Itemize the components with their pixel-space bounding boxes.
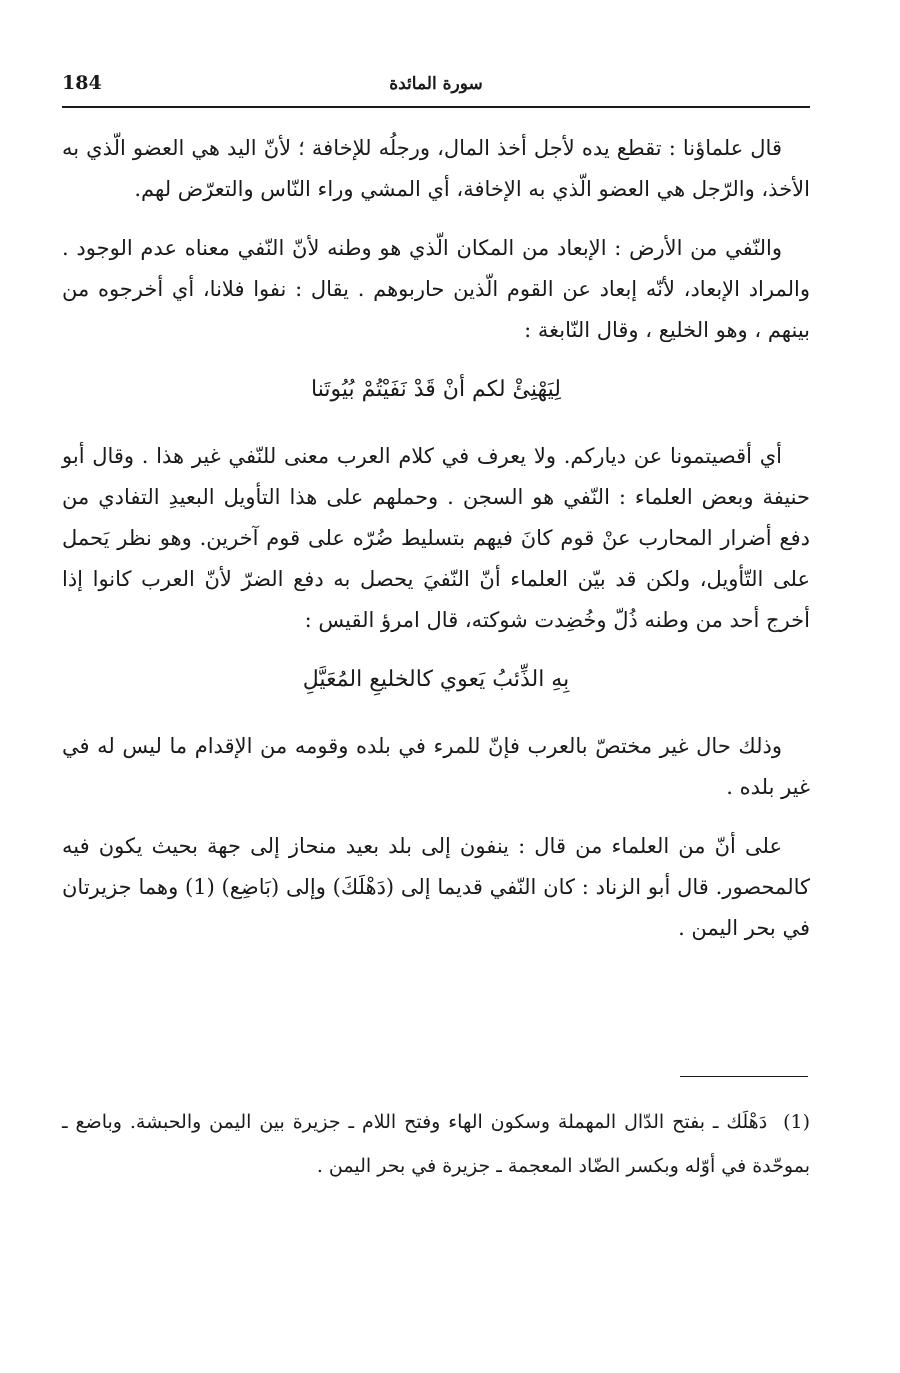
paragraph-1: قال علماؤنا : تقطع يده لأجل أخذ المال، ورجلُه للإخافة ؛ لأنّ اليد هي العضو الّذي به الأخذ، والرّجل هي العضو الّذي به الإخافة، أي المشي وراء النّاس والتعرّض لهم. xyxy=(62,136,810,201)
footnote-marker: (1) xyxy=(783,1111,810,1133)
poetry-verse-1: لِيَهْنِئْ لكم أنْ قَدْ نَفَيْتُمْ بُيُوتَنا xyxy=(310,377,561,402)
running-title: سورة المائدة xyxy=(389,74,483,94)
page-header xyxy=(62,72,810,106)
footnote-rule xyxy=(680,1076,808,1077)
poetry-verse-2: بِهِ الذِّئبُ يَعوي كالخليعِ المُعَيَّلِ xyxy=(302,667,570,692)
paragraph-2: والنّفي من الأرض : الإبعاد من المكان الّذي هو وطنه لأنّ النّفي معناه عدم الوجود . والمراد الإبعاد، لأنّه إبعاد عن القوم الّذين حاربوهم . يقال : نفوا فلانا، أي أخرجوه من بينهم ، وهو الخليع ، وقال النّابغة : xyxy=(62,236,810,342)
paragraph-4: وذلك حال غير مختصّ بالعرب فإنّ للمرء في بلده وقومه من الإقدام ما ليس له في غير بلده . xyxy=(62,734,810,799)
footnote xyxy=(62,1100,810,1188)
paragraph-3: أي أقصيتمونا عن دياركم. ولا يعرف في كلام العرب معنى للنّفي غير هذا . وقال أبو حنيفة وبعض العلماء : النّفي هو السجن . وحملهم على هذا التأويل البعيدِ التفادي من دفع أضرار المحارب عنْ قوم كانَ فيهم بتسليط ضُرّه على قوم آخرين. وهو نظر يَحمل على التّأويل، ولكن قد بيّن العلماء أنّ النّفيَ يحصل به دفع الضرّ لأنّ العرب كانوا إذا أخرج أحد من وطنه ذُلّ وخُضِدت شوكته، قال امرؤ القيس : xyxy=(62,444,810,632)
page-number: 184 xyxy=(62,72,102,94)
main-text xyxy=(62,128,810,967)
footnote-text: دَهْلَك ـ بفتح الدّال المهملة وسكون الهاء وفتح اللام ـ جزيرة بين اليمن والحبشة. وباضع ـ بموحّدة في أوّله وبكسر الضّاد المعجمة ـ جزيرة في بحر اليمن . xyxy=(62,1111,810,1177)
paragraph-5: على أنّ من العلماء من قال : ينفون إلى بلد بعيد منحاز إلى جهة بحيث يكون فيه كالمحصور. قال أبو الزناد : كان النّفي قديما إلى (دَهْلَكَ) وإلى (بَاضِع) (1) وهما جزيرتان في بحر اليمن . xyxy=(62,834,810,940)
header-rule xyxy=(62,106,810,108)
